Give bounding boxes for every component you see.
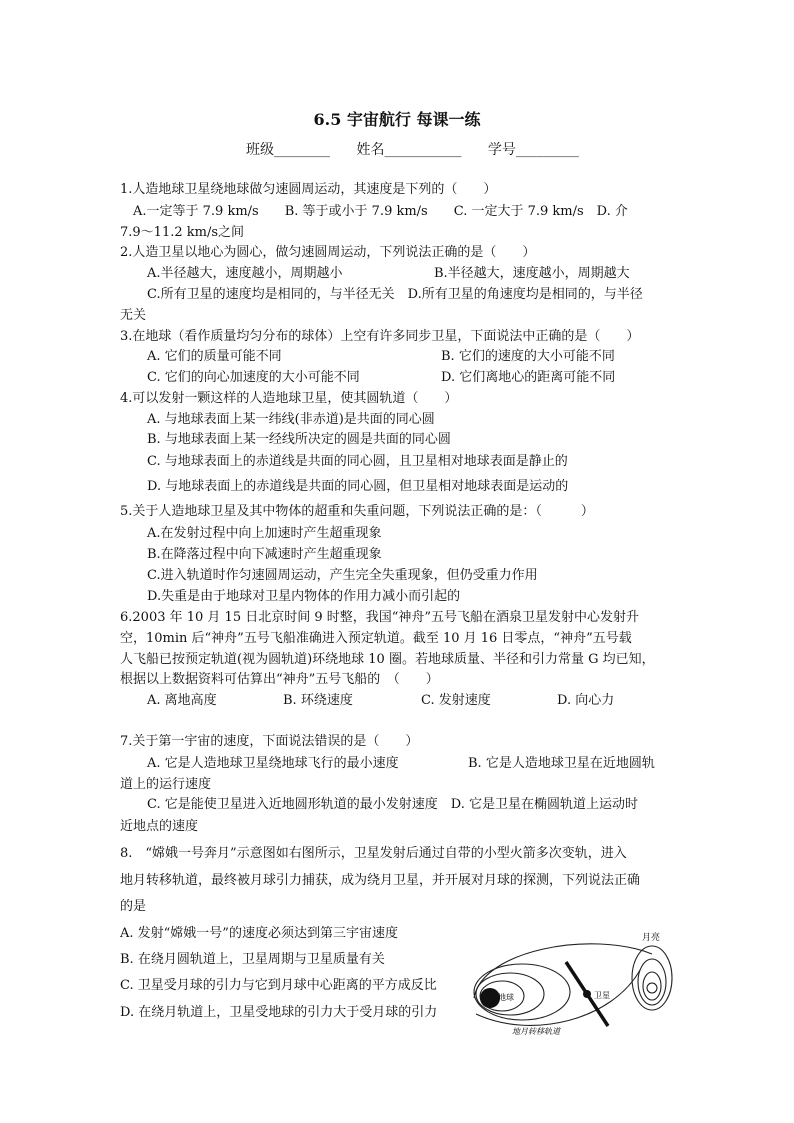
satellite-icon: [583, 990, 591, 998]
q7-option-b-cont: 道上的运行速度: [120, 777, 212, 792]
q5-option-b: B.在降落过程中向下减速时产生超重现象: [147, 547, 382, 562]
q7-option-a: A. 它是人造地球卫星绕地球飞行的最小速度: [147, 756, 399, 771]
q3-option-b: B. 它们的速度的大小可能不同: [441, 349, 615, 364]
q8-option-a: A. 发射“嫦娥一号”的速度必须达到第三宇宙速度: [120, 926, 398, 941]
q7-option-d-cont: 近地点的速度: [120, 819, 199, 834]
q3-option-c: C. 它们的向心加速度的大小可能不同: [147, 370, 360, 385]
q5-option-c: C.进入轨道时作匀速圆周运动，产生完全失重现象，但仍受重力作用: [147, 568, 538, 583]
q8-stem-2: 地月转移轨道，最终被月球引力捕获，成为绕月卫星，并开展对月球的探测，下列说法正确: [120, 873, 641, 888]
q3-stem: 3.在地球（看作质量均匀分布的球体）上空有许多同步卫星，下面说法中正确的是（ ）: [120, 329, 640, 344]
q2-option-a: A.半径越大，速度越小，周期越小: [147, 266, 343, 281]
q5-stem: 5.关于人造地球卫星及其中物体的超重和失重问题，下列说法正确的是：（ ）: [120, 504, 594, 519]
q4-option-a: A. 与地球表面上某一纬线(非赤道)是共面的同心圆: [147, 412, 435, 427]
q2-option-b: B.半径越大，速度越小，周期越大: [434, 266, 630, 281]
q2-stem: 2.人造卫星以地心为圆心，做匀速圆周运动，下列说法正确的是（ ）: [120, 245, 536, 260]
q6-option-d: D. 向心力: [557, 693, 615, 708]
lunar-orbit-middle: [638, 959, 666, 1005]
chang-e-orbit-diagram: [462, 930, 674, 1040]
q8-option-d: D. 在绕月轨道上，卫星受地球的引力大于受月球的引力: [120, 1005, 438, 1020]
q3-option-d: D. 它们离地心的距离可能不同: [441, 370, 616, 385]
q7-stem: 7.关于第一宇宙的速度，下面说法错误的是（ ）: [120, 734, 419, 749]
q1-stem: 1.人造地球卫星绕地球做匀速圆周运动，其速度是下列的（ ）: [120, 182, 497, 197]
transfer-orbit-label: 地月转移轨道: [512, 1027, 560, 1036]
q6-stem-2: 空，10min 后“神舟”五号飞船准确进入预定轨道。截至 10 月 16 日零点，“神舟”五号载: [120, 631, 632, 646]
q6-stem-1: 6.2003 年 10 月 15 日北京时间 9 时整，我国“神舟”五号飞船在酒泉卫星发射中心发射升: [120, 610, 640, 625]
q8-option-c: C. 卫星受月球的引力与它到月球中心距离的平方成反比: [120, 978, 437, 993]
q6-stem-3: 人飞船已按预定轨道(视为圆轨道)环绕地球 10 圈。若地球质量、半径和引力常量 G 均已知，: [120, 652, 655, 667]
satellite-label: 卫星: [594, 991, 610, 1000]
q4-option-c: C. 与地球表面上的赤道线是共面的同心圆，且卫星相对地球表面是静止的: [147, 454, 568, 469]
q7-options-cd: C. 它是能使卫星进入近地圆形轨道的最小发射速度 D. 它是卫星在椭圆轨道上运动时: [147, 797, 638, 812]
q5-option-d: D.失重是由于地球对卫星内物体的作用力减小而引起的: [147, 589, 461, 604]
name-field: 姓名___________: [356, 142, 462, 158]
q5-option-a: A.在发射过程中向上加速时产生超重现象: [147, 526, 382, 541]
q2-options-cont: 无关: [120, 308, 147, 323]
q8-option-b: B. 在绕月圆轨道上，卫星周期与卫星质量有关: [120, 952, 385, 967]
earth-label: 地球: [498, 993, 514, 1002]
q6-option-b: B. 环绕速度: [283, 693, 353, 708]
q6-option-c: C. 发射速度: [421, 693, 491, 708]
id-field: 学号_________: [487, 142, 579, 158]
q8-stem-1: 8. “嫦娥一号奔月”示意图如右图所示，卫星发射后通过自带的小型火箭多次变轨，进入: [120, 846, 627, 861]
q3-option-a: A. 它们的质量可能不同: [147, 349, 282, 364]
page-title: 6.5 宇宙航行 每课一练: [313, 110, 481, 129]
earth-symbol: [480, 988, 500, 1008]
q4-option-d: D. 与地球表面上的赤道线是共面的同心圆，但卫星相对地球表面是运动的: [147, 479, 569, 494]
q4-option-b: B. 与地球表面上某一经线所决定的圆是共面的同心圆: [147, 432, 451, 447]
q6-option-a: A. 离地高度: [147, 693, 217, 708]
moon-symbol: [647, 983, 657, 993]
q6-stem-4: 根据以上数据资料可估算出“神舟”五号飞船的 （ ）: [120, 672, 439, 687]
q2-options-cd: C.所有卫星的速度均是相同的，与半径无关 D.所有卫星的角速度均是相同的，与半径: [147, 287, 643, 302]
q7-option-b: B. 它是人造地球卫星在近地圆轨: [468, 756, 655, 771]
q4-stem: 4.可以发射一颗这样的人造地球卫星，使其圆轨道（ ）: [120, 391, 458, 406]
student-info-fields: [246, 139, 601, 159]
q8-stem-3: 的是: [120, 899, 147, 914]
q1-options: A.一定等于 7.9 km/s B. 等于或小于 7.9 km/s C. 一定大于 7.9 km/s D. 介: [133, 204, 628, 219]
class-field: 班级________: [246, 142, 330, 158]
moon-label: 月亮: [642, 933, 661, 943]
q1-options-cont: 7.9～11.2 km/s之间: [120, 225, 245, 240]
